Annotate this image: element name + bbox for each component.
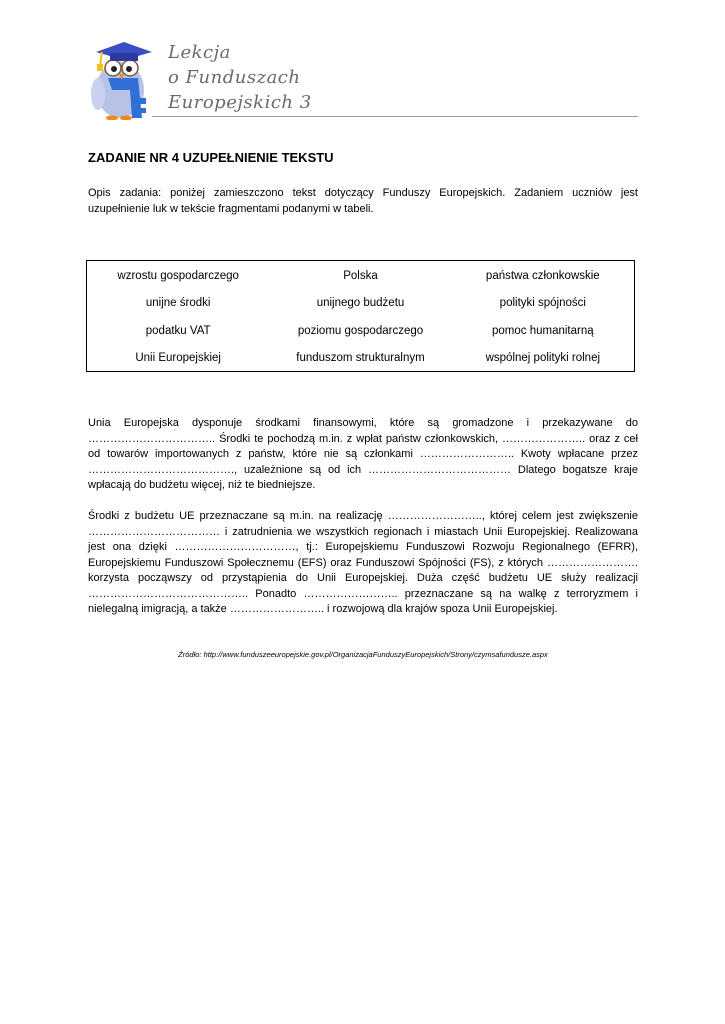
logo-line: Lekcja [168, 42, 231, 63]
word-bank-row [87, 290, 634, 318]
gap-fill-paragraph-1: Unia Europejska dysponuje środkami finansowymi, które są gromadzone i przekazywane do …………………………….. Środki te pochodzą m.in. z wpłat państw członkowskich, ………………….. oraz z ceł od towarów importowanych z państw, które nie są członkami …………………….. Kwoty wpłacane przez …………………………………., uzależnione są od ich ………………………………… Dlatego bogatsze kraje wpłacają do budżetu więcej, niż te biedniejsze. [88, 417, 638, 491]
word-bank-cell: Unii Europejskiej [135, 352, 221, 365]
logo-line: Europejskich 3 [168, 92, 312, 113]
word-bank-cell: państwa członkowskie [485, 269, 600, 282]
word-bank-cell: funduszom strukturalnym [296, 352, 425, 365]
word-bank-table [86, 260, 635, 372]
word-bank-row [87, 345, 634, 373]
logo-title [168, 40, 312, 115]
task-description: Opis zadania: poniżej zamieszczono tekst dotyczący Funduszy Europejskich. Zadaniem uczniów jest uzupełnienie luk w tekście fragmentami podanymi w tabeli. [88, 187, 638, 215]
word-bank-cell: unijne środki [145, 297, 211, 310]
document-header [88, 38, 638, 120]
source-citation: Źródło: http://www.funduszeeuropejskie.gov.pl/OrganizacjaFunduszyEuropejskich/Strony/czymsafundusze.aspx [178, 650, 548, 659]
owl-mascot-logo [88, 38, 158, 120]
word-bank-cell: wzrostu gospodarczego [117, 269, 239, 282]
word-bank-cell: poziomu gospodarczego [297, 324, 424, 337]
word-bank-cell: pomoc humanitarną [491, 324, 594, 337]
gap-fill-paragraph-2: Środki z budżetu UE przeznaczane są m.in. na realizację …………………….., której celem jest zwiększenie ……………………………… i zatrudnienia we wszystkich regionach i miastach Unii Europejskiej. Realizowana jest ona dzięki ……………………………, tj.: Europejskiemu Funduszowi Rozwoju Regionalnego (EFRR), Europejskiemu Funduszowi Społecznemu (EFS) oraz Funduszowi Spójności (FS), z których ……………………. korzysta począwszy od przystąpienia do Unii Europejskiej. Duża część budżetu UE służy realizacji …………………………………….. Ponadto …………………….. przeznaczane są na walkę z terroryzmem i nielegalną imigracją, a także …………………….. i rozwojową dla krajów spoza Unii Europejskiej. [88, 510, 638, 615]
word-bank-cell: podatku VAT [145, 324, 211, 337]
word-bank-row [87, 262, 634, 290]
word-bank-cell: polityki spójności [499, 297, 586, 310]
word-bank-cell: Polska [343, 269, 378, 282]
logo-line: o Funduszach [168, 67, 301, 88]
word-bank-cell: unijnego budżetu [316, 297, 405, 310]
task-title: ZADANIE NR 4 UZUPEŁNIENIE TEKSTU [88, 150, 334, 165]
header-divider [152, 116, 638, 117]
word-bank-row [87, 317, 634, 345]
word-bank-cell: wspólnej polityki rolnej [485, 352, 601, 365]
